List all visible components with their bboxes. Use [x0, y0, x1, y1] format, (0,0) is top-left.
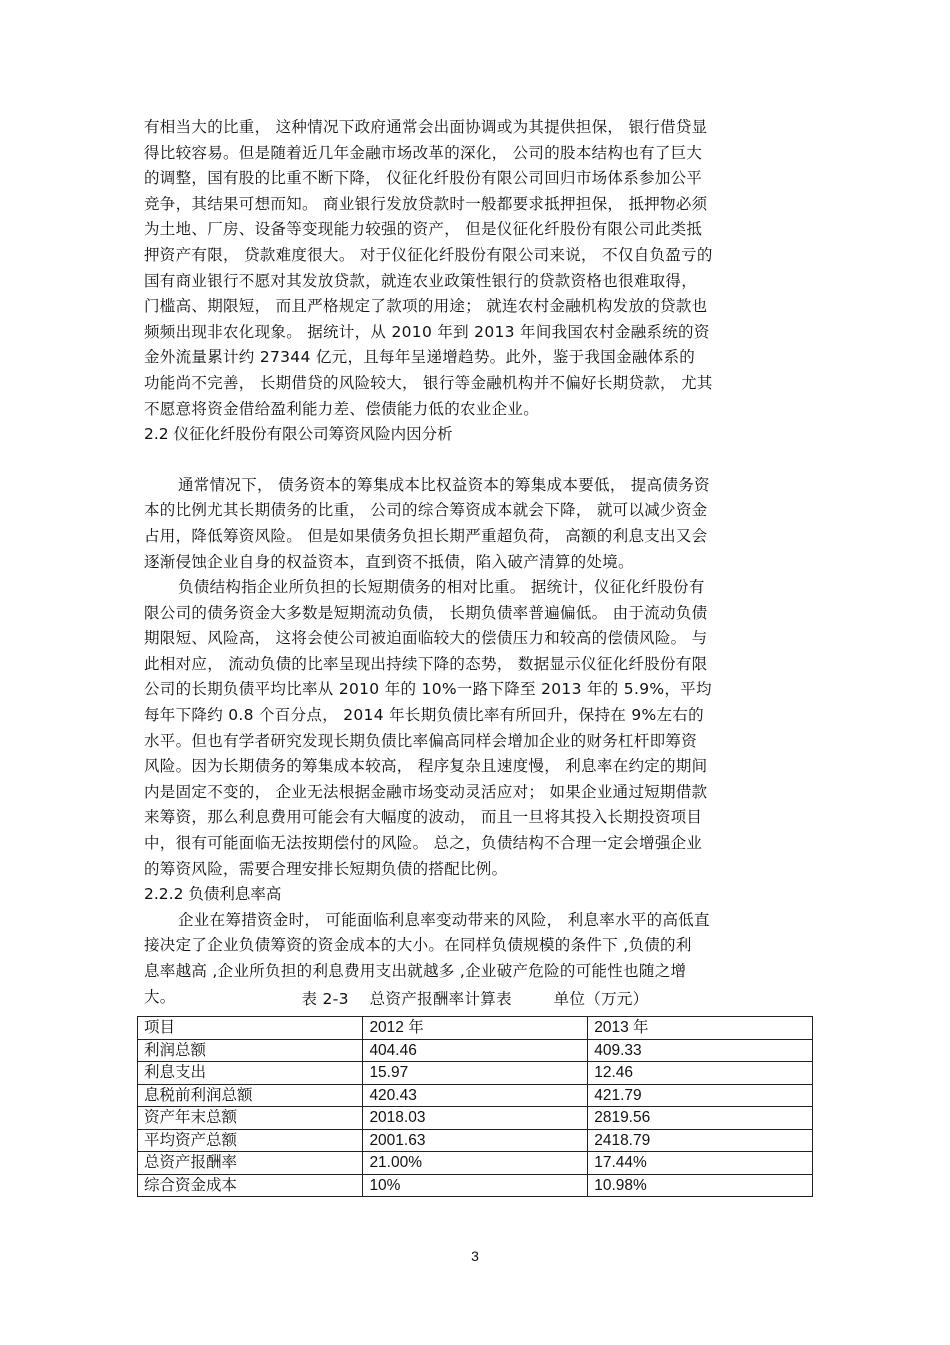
text-line: 为土地、厂房、设备等变现能力较强的资产， 但是仪征化纤股份有限公司此类抵	[144, 220, 703, 239]
text-line: 期限短、风险高， 这将会使公司被迫面临较大的偿债压力和较高的偿债风险。 与	[144, 629, 708, 648]
table-header-row	[138, 1017, 813, 1040]
text-line: 内是固定不变的， 企业无法根据金融市场变动灵活应对； 如果企业通过短期借款	[144, 782, 708, 801]
text-line: 中，很有可能面临无法按期偿付的风险。 总之，负债结构不合理一定会增强企业	[144, 834, 703, 853]
table-header-cell: 2012 年	[363, 1017, 588, 1040]
table-cell: 总资产报酬率	[138, 1152, 363, 1175]
paragraph-1	[144, 115, 806, 422]
table-cell: 息税前利润总额	[138, 1084, 363, 1107]
text-line: 的调整，国有股的比重不断下降， 仪征化纤股份有限公司回归市场体系参加公平	[144, 169, 703, 188]
text-line: 每年下降约 0.8 个百分点， 2014 年长期负债比率有所回升，保持在 9%左右的	[144, 706, 704, 725]
text-line: 此相对应， 流动负债的比率呈现出持续下降的态势， 数据显示仪征化纤股份有限	[144, 654, 708, 673]
table-cell: 综合资金成本	[138, 1174, 363, 1197]
text-line: 息率越高 ,企业所负担的利息费用支出就越多 ,企业破产危险的可能性也随之增	[144, 962, 687, 980]
return-on-assets-table	[137, 1016, 813, 1197]
section-heading-2-2-2: 2.2.2 负债利息率高	[144, 885, 282, 904]
text-line: 频频出现非农化现象。 据统计，从 2010 年到 2013 年间我国农村金融系统的资	[144, 322, 710, 341]
table-cell: 2819.56	[588, 1107, 813, 1130]
table-caption	[0, 987, 950, 1011]
table-cell: 平均资产总额	[138, 1129, 363, 1152]
text-line: 不愿意将资金借给盈利能力差、偿债能力低的农业企业。	[144, 399, 540, 418]
table-row	[138, 1107, 813, 1130]
text-line: 水平。但也有学者研究发现长期负债比率偏高同样会增加企业的财务杠杆即筹资	[144, 731, 698, 750]
text-line: 有相当大的比重， 这种情况下政府通常会出面协调或为其提供担保， 银行借贷显	[144, 118, 708, 136]
text-line: 功能尚不完善， 长期借贷的风险较大， 银行等金融机构并不偏好长期贷款， 尤其	[144, 373, 713, 392]
text-line: 本的比例尤其长期债务的比重， 公司的综合筹资成本就会下降， 就可以减少资金	[144, 501, 708, 520]
table-cell: 17.44%	[588, 1152, 813, 1175]
table-cell: 2018.03	[363, 1107, 588, 1130]
table-cell: 资产年末总额	[138, 1107, 363, 1130]
text-line: 通常情况下， 债务资本的筹集成本比权益资本的筹集成本要低， 提高债务资	[178, 475, 710, 494]
text-line: 金外流量累计约 27344 亿元，且每年呈递增趋势。此外，鉴于我国金融体系的	[144, 348, 696, 367]
text-line: 风险。因为长期债务的筹集成本较高， 程序复杂且速度慢， 利息率在约定的期间	[144, 757, 708, 776]
table-cell: 2418.79	[588, 1129, 813, 1152]
table-cell: 10.98%	[588, 1174, 813, 1197]
table-caption-text: 表 2-3 总资产报酬率计算表 单位（万元）	[301, 990, 649, 1008]
text-line: 国有商业银行不愿对其发放贷款，就连农业政策性银行的贷款资格也很难取得，	[144, 271, 698, 290]
section-heading-2-2: 2.2 仪征化纤股份有限公司筹资风险内因分析	[144, 425, 453, 444]
text-line: 接决定了企业负债筹资的资金成本的大小。在同样负债规模的条件下 ,负债的利	[144, 936, 692, 955]
table-cell: 21.00%	[363, 1152, 588, 1175]
paragraph-3	[144, 575, 806, 882]
table-cell: 409.33	[588, 1039, 813, 1062]
text-line: 负债结构指企业所负担的长短期债务的相对比重。 据统计，仪征化纤股份有	[178, 578, 705, 597]
blank-line	[144, 448, 806, 473]
table-cell: 420.43	[363, 1084, 588, 1107]
text-line: 占用，降低筹资风险。 但是如果债务负担长期严重超负荷， 高额的利息支出又会	[144, 526, 708, 545]
table-cell: 12.46	[588, 1062, 813, 1085]
table-row	[138, 1129, 813, 1152]
text-line: 的筹资风险，需要合理安排长短期负债的搭配比例。	[144, 859, 508, 878]
text-line: 竞争，其结果可想而知。 商业银行发放贷款时一般都要求抵押担保， 抵押物必须	[144, 194, 708, 213]
text-line: 公司的长期负债平均比率从 2010 年的 10%一路下降至 2013 年的 5.9%，平均	[144, 680, 712, 699]
table-cell: 利润总额	[138, 1039, 363, 1062]
text-line: 企业在筹措资金时， 可能面临利息率变动带来的风险， 利息率水平的高低直	[178, 910, 710, 929]
table-cell: 利息支出	[138, 1062, 363, 1085]
table-row	[138, 1062, 813, 1085]
table-cell: 2001.63	[363, 1129, 588, 1152]
text-line: 押资产有限， 贷款难度很大。 对于仪征化纤股份有限公司来说， 不仅自负盈亏的	[144, 245, 713, 264]
table-header-cell: 项目	[138, 1017, 363, 1040]
table-row	[138, 1084, 813, 1107]
table-cell: 404.46	[363, 1039, 588, 1062]
text-line: 门槛高、期限短， 而且严格规定了款项的用途； 就连农村金融机构发放的贷款也	[144, 297, 708, 316]
page-number: 3	[471, 1248, 479, 1264]
table-cell: 10%	[363, 1174, 588, 1197]
table-header-cell: 2013 年	[588, 1017, 813, 1040]
text-line: 逐渐侵蚀企业自身的权益资本，直到资不抵债，陷入破产清算的处境。	[144, 552, 634, 571]
text-line: 得比较容易。但是随着近几年金融市场改革的深化， 公司的股本结构也有了巨大	[144, 143, 703, 162]
text-line: 来筹资，那么利息费用可能会有大幅度的波动， 而且一旦将其投入长期投资项目	[144, 808, 703, 827]
table-row	[138, 1174, 813, 1197]
text-line: 大。	[144, 987, 176, 1006]
text-line: 限公司的债务资金大多数是短期流动负债， 长期负债率普遍偏低。 由于流动负债	[144, 603, 708, 622]
paragraph-2	[144, 473, 806, 575]
table-cell: 421.79	[588, 1084, 813, 1107]
body-text	[144, 115, 806, 1010]
table-row	[138, 1152, 813, 1175]
table-cell: 15.97	[363, 1062, 588, 1085]
table-row	[138, 1039, 813, 1062]
